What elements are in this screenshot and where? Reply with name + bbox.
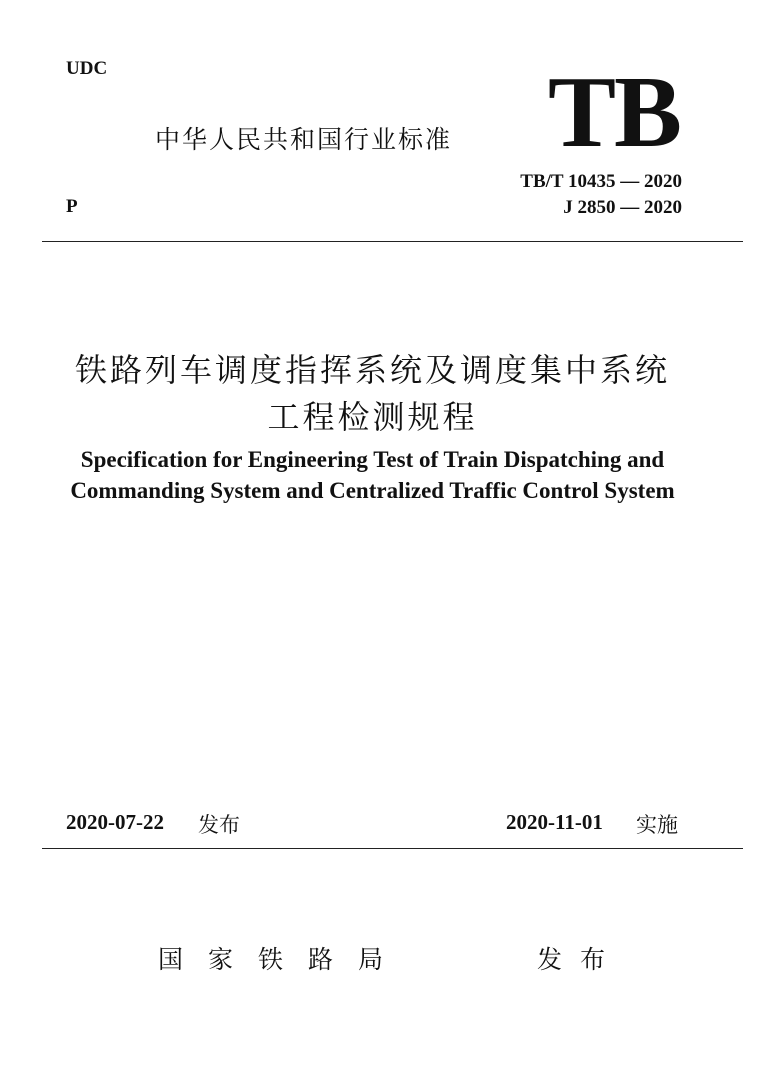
issue-label: 发布 — [198, 813, 240, 837]
record-number: J 2850 — 2020 — [563, 197, 682, 218]
standard-number: TB/T 10435 — 2020 — [520, 171, 682, 192]
classification-code: P — [66, 196, 78, 217]
effective-label: 实施 — [636, 813, 678, 837]
publish-label: 发布 — [537, 945, 624, 974]
publisher: 国家铁路局 — [158, 945, 409, 974]
effective-date: 2020-11-01 — [506, 810, 603, 834]
tb-logo: TB — [548, 56, 681, 169]
top-divider — [42, 241, 743, 242]
chinese-title-line-2: 工程检测规程 — [267, 398, 478, 436]
udc-label: UDC — [66, 58, 108, 79]
english-title-line-2: Commanding System and Centralized Traffic Control System — [70, 478, 675, 503]
issue-date: 2020-07-22 — [66, 810, 164, 834]
english-title-line-1: Specification for Engineering Test of Train Dispatching and — [80, 447, 665, 472]
standard-type: 中华人民共和国行业标准 — [155, 125, 453, 154]
chinese-title-line-1: 铁路列车调度指挥系统及调度集中系统 — [74, 351, 670, 389]
bottom-divider — [42, 848, 743, 849]
